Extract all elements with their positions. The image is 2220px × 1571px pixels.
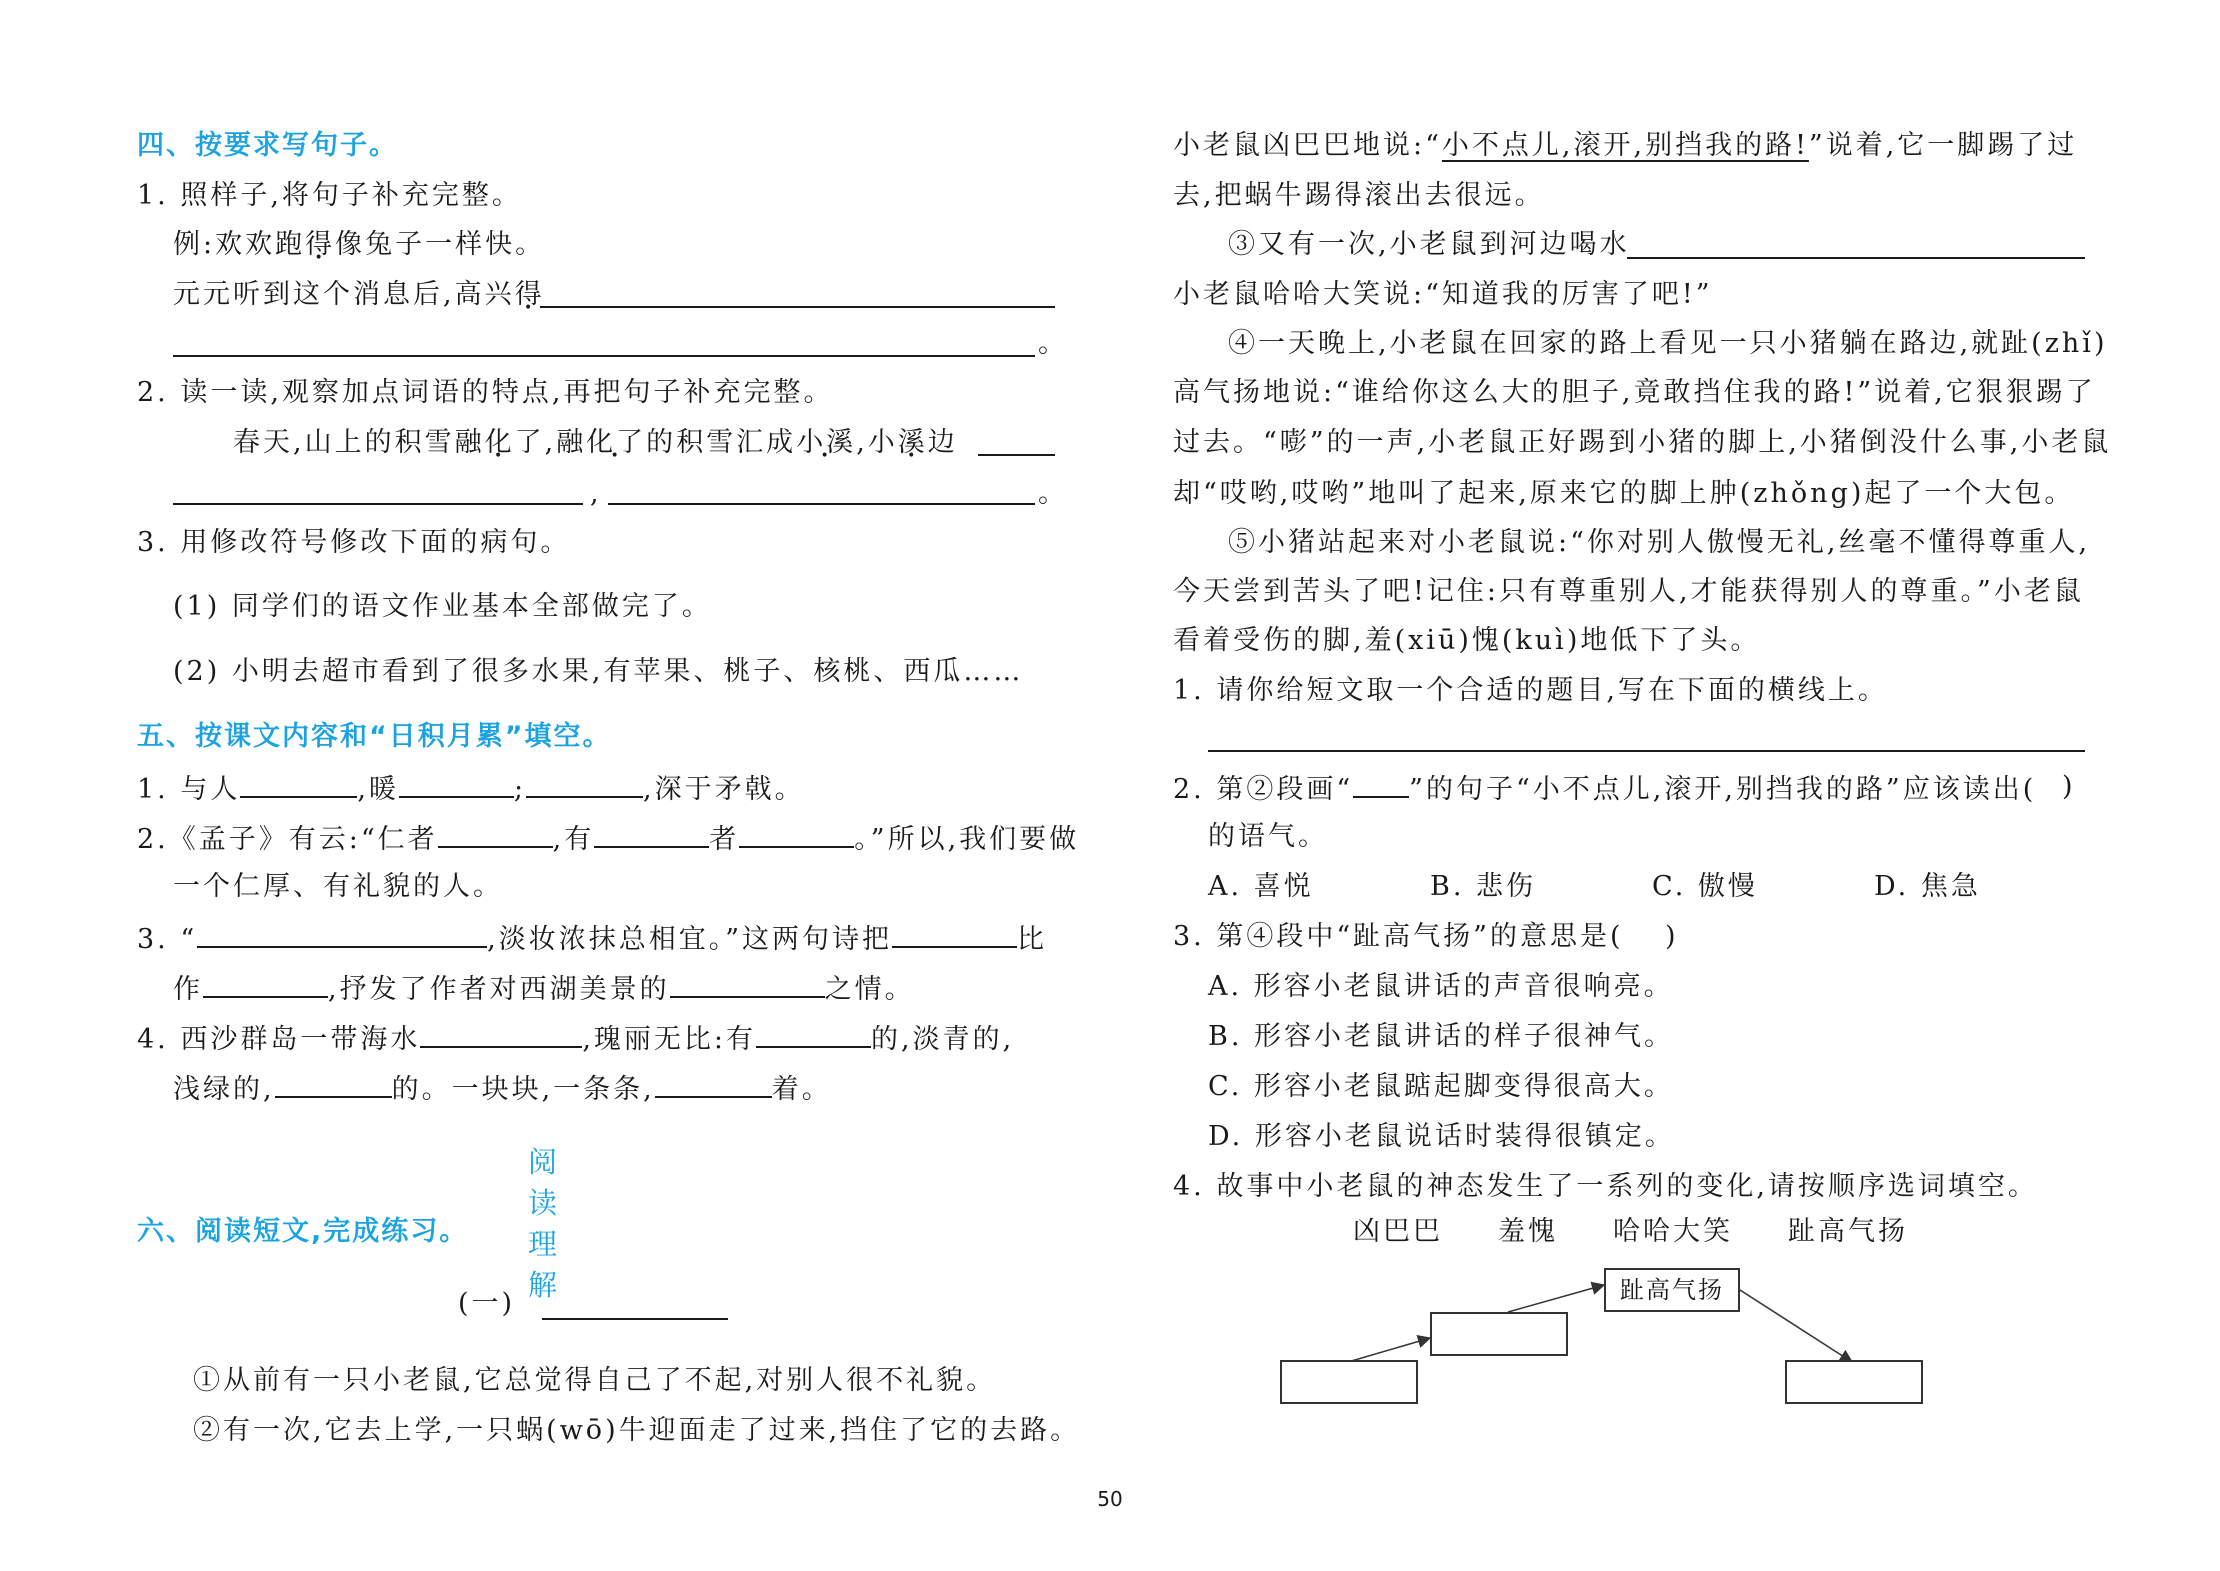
passage-line-2: 去,把蜗牛踢得滚出去很远。 xyxy=(1173,180,1545,211)
q2-sentence: 春天,山上的积雪融化了,融化了的积雪汇成小溪,小溪边 xyxy=(233,427,958,458)
q2-prompt: 2. 读一读,观察加点词语的特点,再把句子补充完整。 xyxy=(137,377,834,408)
passage-para-5: ⑤小猪站起来对小老鼠说:“你对别人傲慢无礼,丝毫不懂得尊重人, xyxy=(1228,527,2091,558)
rq2-prompt: 2. 第②段画“ ”的句子“小不点儿,滚开,别挡我的路”应该读出( xyxy=(1173,770,2036,807)
word-bank-item-3: 哈哈大笑 xyxy=(1613,1216,1733,1247)
passage-para-1: ①从前有一只小老鼠,它总觉得自己了不起,对别人很不礼貌。 xyxy=(193,1365,997,1396)
passage-line-1: 小老鼠凶巴巴地说:“小不点儿,滚开,别挡我的路!”说着,它一脚踢了过 xyxy=(1173,130,2078,161)
rq2-option-b[interactable]: B. 悲伤 xyxy=(1430,871,1537,902)
q1-period: 。 xyxy=(1038,328,1068,359)
section-5-heading: 五、按课文内容和“日积月累”填空。 xyxy=(137,721,612,752)
rq3-option-c[interactable]: C. 形容小老鼠踮起脚变得很高大。 xyxy=(1208,1071,1674,1102)
q2-period: 。 xyxy=(1038,478,1068,509)
rq3-option-a[interactable]: A. 形容小老鼠讲话的声音很响亮。 xyxy=(1208,971,1674,1002)
q1-task: 元元听到这个消息后,高兴得 xyxy=(173,279,545,310)
passage-line-7: 过去。“嘭”的一声,小老鼠正好踢到小猪的脚上,小猪倒没什么事,小老鼠 xyxy=(1173,427,2112,458)
word-bank-item-1: 凶巴巴 xyxy=(1353,1216,1443,1247)
rq2-paren-close: ) xyxy=(2062,771,2076,802)
fill-3-line-2: 作 ,抒发了作者对西湖美景的 之情。 xyxy=(173,970,915,1007)
passage-number: (一) xyxy=(458,1288,516,1319)
fill-3: 3. “ ,淡妆浓抹总相宜。”这两句诗把 比 xyxy=(137,920,1047,957)
flow-box-2[interactable] xyxy=(1430,1312,1568,1356)
rq3-paren-close: ) xyxy=(1665,921,1679,952)
passage-line-10: 今天尝到苦头了吧!记住:只有尊重别人,才能获得别人的尊重。”小老鼠 xyxy=(1173,576,2084,607)
page-number: 50 xyxy=(1097,1487,1123,1511)
q1-example: 例:欢欢跑得像兔子一样快。 xyxy=(173,229,546,260)
fill-4-line-2: 浅绿的, 的。一块块,一条条, 着。 xyxy=(173,1070,832,1107)
flow-box-3: 趾高气扬 xyxy=(1604,1268,1740,1312)
rq2-option-a[interactable]: A. 喜悦 xyxy=(1208,871,1314,902)
passage-para-3: ③又有一次,小老鼠到河边喝水 xyxy=(1228,229,1630,260)
rq4-prompt: 4. 故事中小老鼠的神态发生了一系列的变化,请按顺序选词填空。 xyxy=(1173,1171,2038,1202)
underlined-sentence: 小不点儿,滚开,别挡我的路! xyxy=(1441,130,1809,161)
passage-line-4: 小老鼠哈哈大笑说:“知道我的厉害了吧!” xyxy=(1173,279,1713,310)
fill-4: 4. 西沙群岛一带海水 ,瑰丽无比:有 的,淡青的, xyxy=(137,1020,1014,1057)
rq2-option-c[interactable]: C. 傲慢 xyxy=(1652,871,1758,902)
rq3-option-d[interactable]: D. 形容小老鼠说话时装得很镇定。 xyxy=(1208,1121,1675,1152)
word-bank-item-4: 趾高气扬 xyxy=(1788,1216,1908,1247)
flow-box-1[interactable] xyxy=(1280,1360,1418,1404)
rq2-line-2: 的语气。 xyxy=(1208,821,1328,852)
rq3-option-b[interactable]: B. 形容小老鼠讲话的样子很神气。 xyxy=(1208,1021,1675,1052)
q2-comma: , xyxy=(590,478,602,509)
passage-line-11: 看着受伤的脚,羞(xiū)愧(kuì)地低下了头。 xyxy=(1173,625,1761,656)
section-4-heading: 四、按要求写句子。 xyxy=(137,130,398,161)
word-bank-item-2: 羞愧 xyxy=(1498,1216,1558,1247)
passage-para-2: ②有一次,它去上学,一只蜗(wō)牛迎面走了过来,挡住了它的去路。 xyxy=(193,1415,1081,1446)
q3-prompt: 3. 用修改符号修改下面的病句。 xyxy=(137,527,571,558)
reading-comprehension-title: 阅读理解 xyxy=(528,1145,561,1302)
fill-2: 2.《孟子》有云:“仁者 ,有 者 。”所以,我们要做 xyxy=(137,820,1079,857)
fill-2-line-2: 一个仁厚、有礼貌的人。 xyxy=(173,871,503,902)
rq3-prompt: 3. 第④段中“趾高气扬”的意思是( xyxy=(1173,921,1624,952)
rq1-prompt: 1. 请你给短文取一个合适的题目,写在下面的横线上。 xyxy=(1173,675,1888,706)
q3-item-1: (1) 同学们的语文作业基本全部做完了。 xyxy=(173,591,712,622)
section-6-heading: 六、阅读短文,完成练习。 xyxy=(137,1216,469,1247)
rq2-option-d[interactable]: D. 焦急 xyxy=(1874,871,1981,902)
q1-prompt: 1. 照样子,将句子补充完整。 xyxy=(137,180,522,211)
passage-line-8: 却“哎哟,哎哟”地叫了起来,原来它的脚上肿(zhǒng)起了一个大包。 xyxy=(1173,478,2075,509)
passage-para-4: ④一天晚上,小老鼠在回家的路上看见一只小猪躺在路边,就趾(zhǐ) xyxy=(1228,328,2108,359)
fill-1: 1. 与人 ,暖 ; ,深于矛戟。 xyxy=(137,770,805,807)
q3-item-2: (2) 小明去超市看到了很多水果,有苹果、桃子、核桃、西瓜…… xyxy=(173,656,1024,687)
passage-line-6: 高气扬地说:“谁给你这么大的胆子,竟敢挡住我的路!”说着,它狠狠踢了 xyxy=(1173,377,2096,408)
flow-box-4[interactable] xyxy=(1785,1360,1923,1404)
